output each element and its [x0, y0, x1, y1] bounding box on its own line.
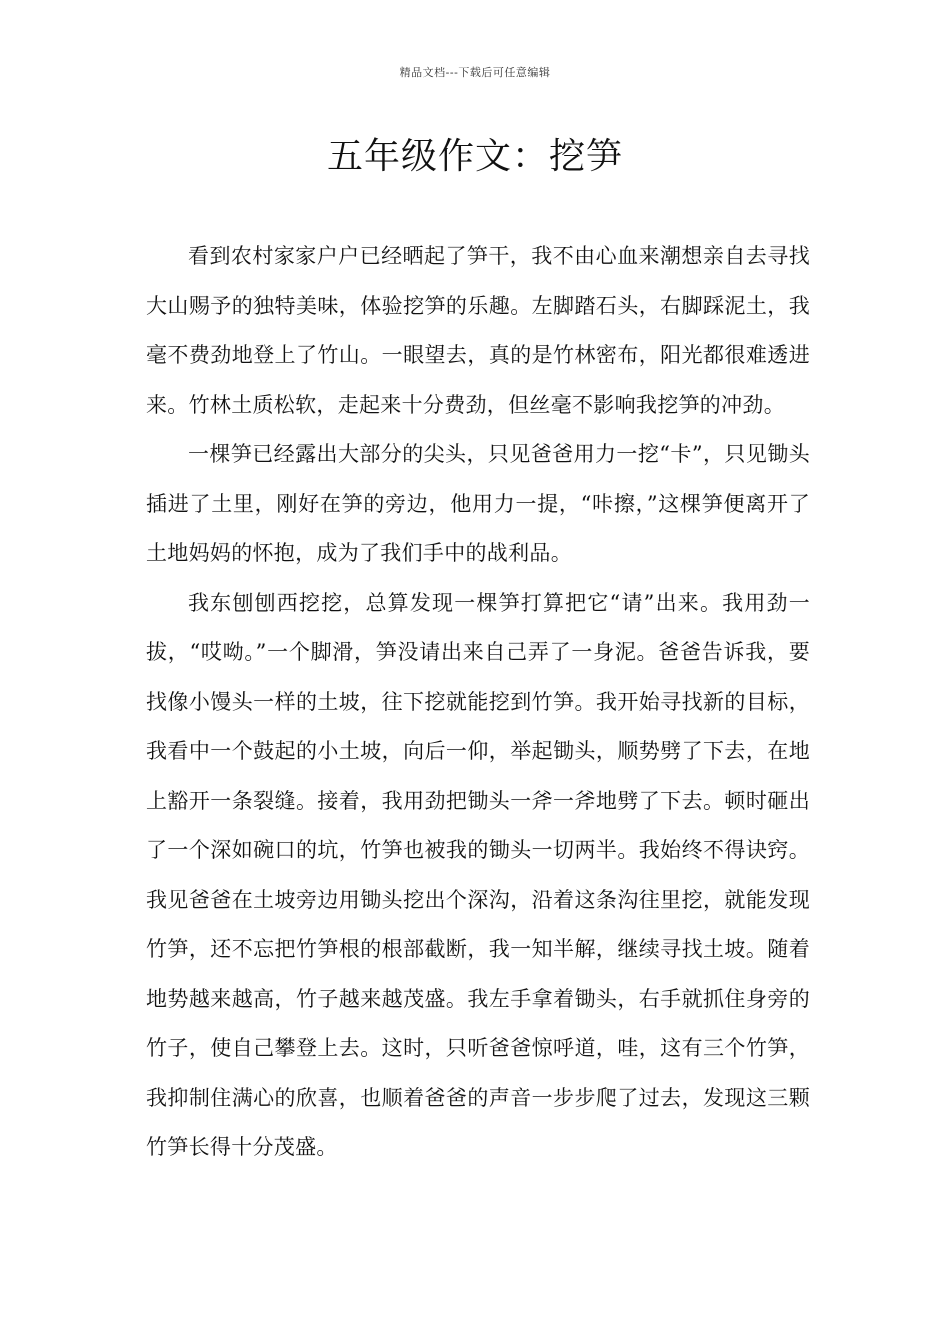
paragraph-2: 一棵笋已经露出大部分的尖头，只见爸爸用力一挖“卡”，只见锄头插进了土里，刚好在笋的旁边，他用力一提，“咔擦，”这棵笋便离开了土地妈妈的怀抱，成为了我们手中的战利品。 — [146, 442, 810, 565]
header-note: 精品文档---下载后可任意编辑 — [399, 66, 551, 79]
page-title: 五年级作文：挖笋 — [326, 136, 623, 177]
paragraph-3: 我东刨刨西挖挖，总算发现一棵笋打算把它“请”出来。我用劲一拔，“哎呦。”一个脚滑，笋没请出来自己弄了一身泥。爸爸告诉我，要找像小馒头一样的土坡，往下挖就能挖到竹笋。我开始寻找新的目标，我看中一个鼓起的小土坡，向后一仰，举起锄头，顺势劈了下去，在地上豁开一条裂缝。接着，我用劲把锄头一斧一斧地劈了下去。顿时砸出了一个深如碗口的坑，竹笋也被我的锄头一切两半。我始终不得诀窍。我见爸爸在土坡旁边用锄头挖出个深沟，沿着这条沟往里挖，就能发现竹笋，还不忘把竹笋根的根部截断，我一知半解，继续寻找土坡。随着地势越来越高，竹子越来越茂盛。我左手拿着锄头，右手就抓住身旁的竹子，使自己攀登上去。这时，只听爸爸惊呼道，哇，这有三个竹笋，我抑制住满心的欣喜，也顺着爸爸的声音一步步爬了过去，发现这三颗竹笋长得十分茂盛。 — [146, 590, 810, 1159]
essay-body — [146, 232, 810, 1173]
paragraph-1: 看到农村家家户户已经晒起了笋干，我不由心血来潮想亲自去寻找大山赐予的独特美味，体验挖笋的乐趣。左脚踏石头，右脚踩泥土，我毫不费劲地登上了竹山。一眼望去，真的是竹林密布，阳光都很难透进来。竹林土质松软，走起来十分费劲，但丝毫不影响我挖笋的冲劲。 — [146, 244, 810, 417]
